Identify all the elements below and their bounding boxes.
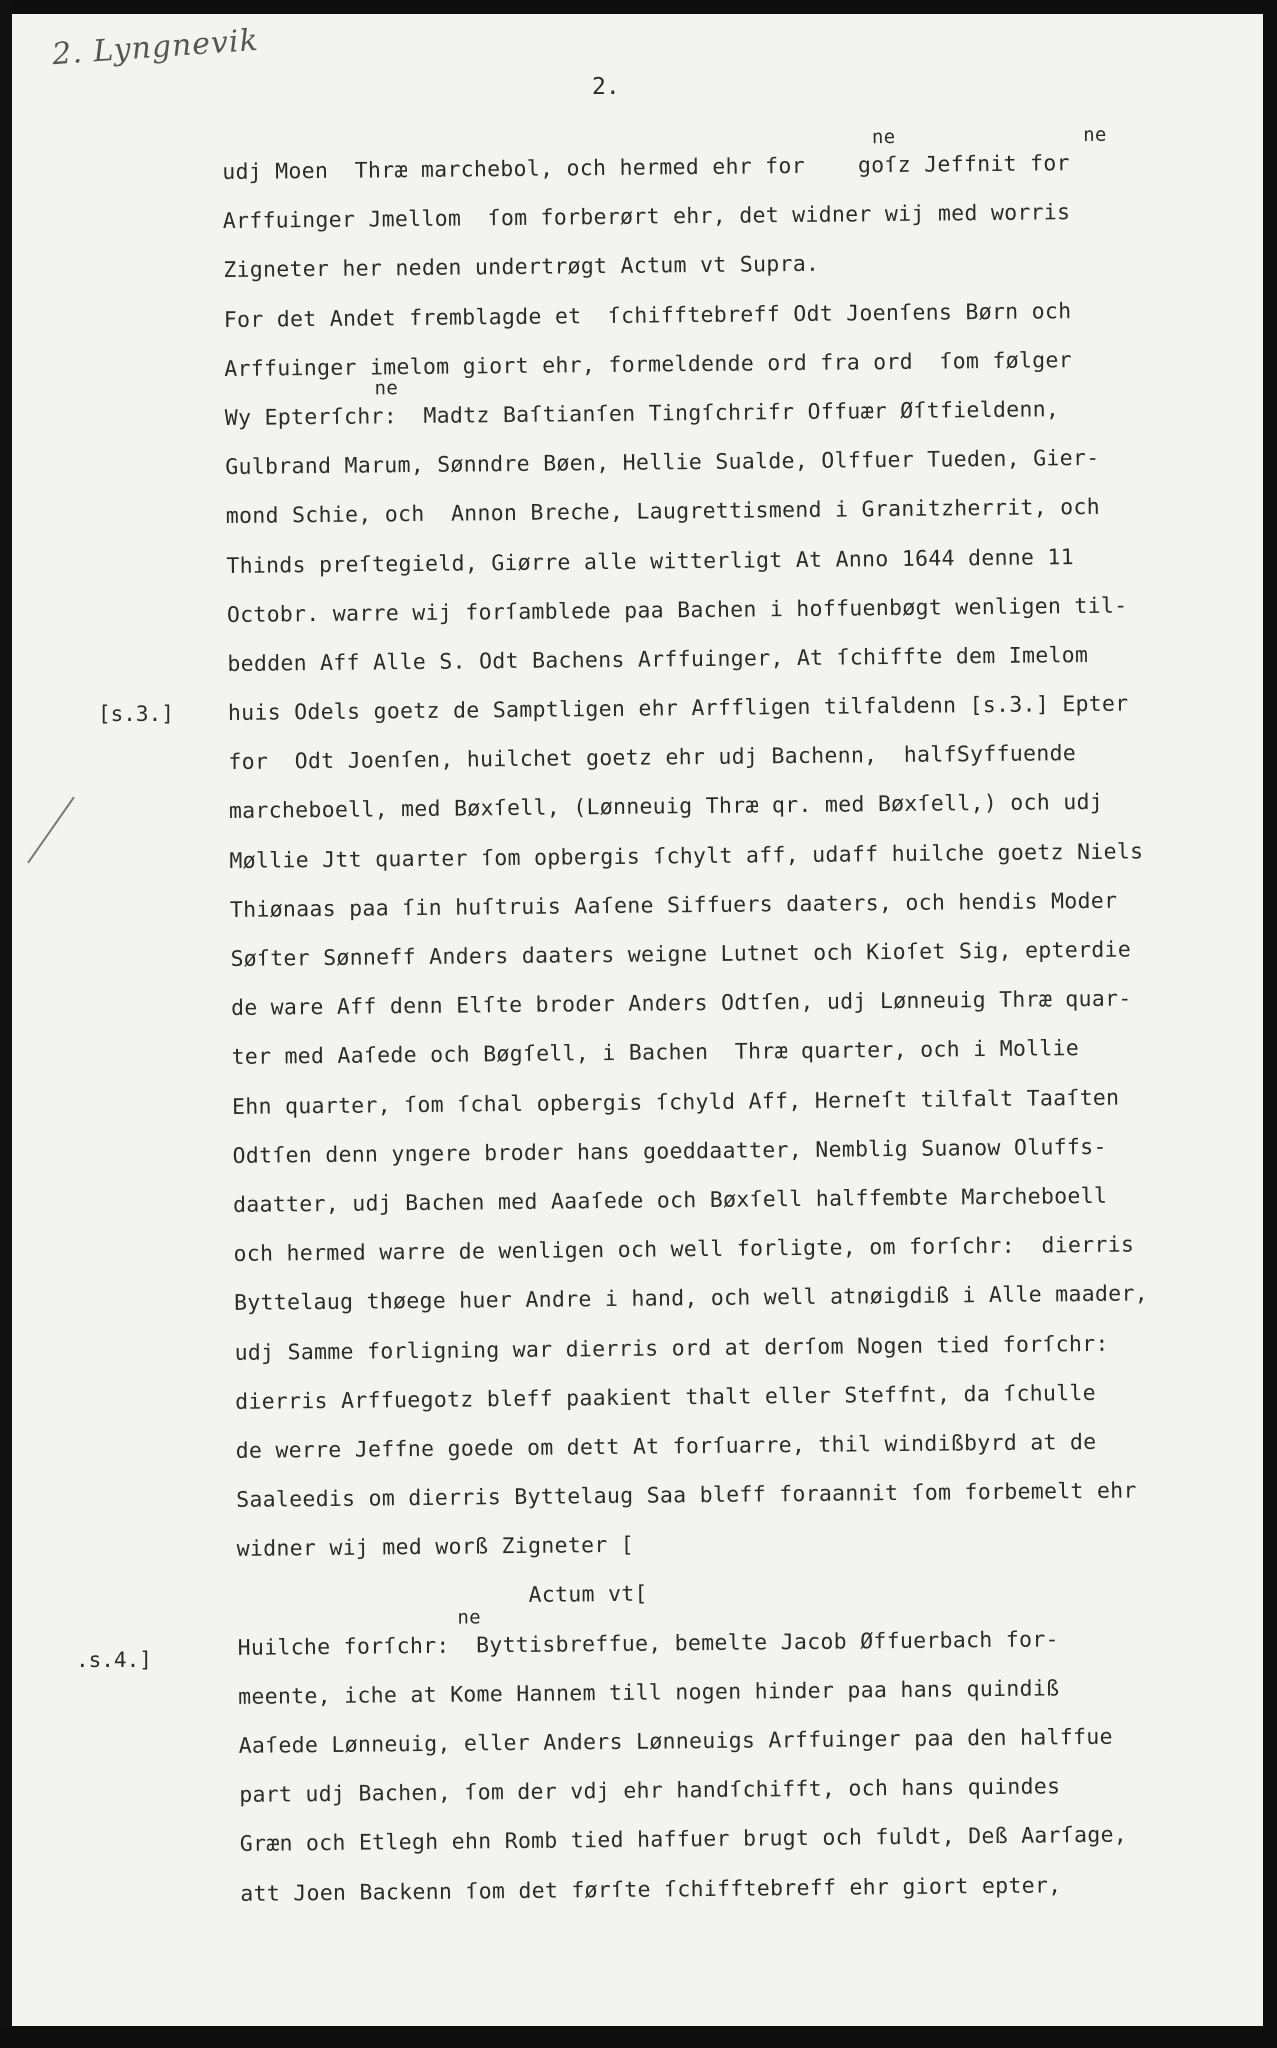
superscript-line: ne ne [871, 123, 1107, 149]
text-line-30: Actum vt[ [237, 1582, 648, 1612]
text-line-7: Gulbrand Marum, Sønndre Bøen, Hellie Sualde, Olffuer Tueden, Gier- [225, 445, 1100, 481]
margin-note-s4: .s.4.] [76, 1648, 152, 1672]
text-line-19: ter med Aaſede och Bøgſell, i Bachen Thræ quarter, och i Mollie [231, 1036, 1080, 1071]
text-line-34: part udj Bachen, ſom der vdj ehr handſchifft, och hans quindes [239, 1774, 1061, 1809]
text-line-28: Saaleedis om dierris Byttelaug Saa bleff foraannit ſom forbemelt ehr [236, 1478, 1137, 1513]
text-line-2: Arffuinger Jmellom ſom forberørt ehr, det widner wij med worris [222, 200, 1071, 235]
text-line-35: Græn och Etlegh ehn Romb tied haffuer brugt och fuldt, Deß Aarſage, [239, 1822, 1128, 1858]
text-line-4: For det Andet fremblagde et ſchifftebreff Odt Joenſens Børn och [223, 298, 1072, 333]
text-line-29: widner wij med worß Zigneter [ [236, 1533, 635, 1563]
text-line-8: mond Schie, och Annon Breche, Laugrettismend i Granitzherrit, och [225, 495, 1101, 530]
text-line-6: Wy Epterſchr: Madtz Baſtianſen Tingſchrifr Offuær Øſtfieldenn, [224, 397, 1060, 431]
text-line-18: de ware Aff denn Elſte broder Anders Odtſen, udj Lønneuig Thræ quar- [230, 986, 1132, 1022]
text-line-22: daatter, udj Bachen med Aaaſede och Bøxſell halffembte Marcheboell [232, 1183, 1108, 1218]
text-line-25: udj Samme forligning war dierris ord at derſom Nogen tied forſchr: [234, 1331, 1109, 1366]
text-line-36: att Joen Backenn ſom det førſte ſchifftebreff ehr giort epter, [240, 1872, 1062, 1907]
text-line-26: dierris Arffuegotz bleff paakient thalt eller Steffnt, da ſchulle [235, 1380, 1097, 1415]
text-line-9: Thinds preſtegield, Giørre alle witterligt At Anno 1644 denne 11 [226, 544, 1075, 579]
handwritten-note: 2. Lyngnevik [51, 22, 260, 73]
scan-border-top [0, 0, 1277, 14]
text-line-20: Ehn quarter, ſom ſchal opbergis ſchyld Aff, Herneſt tilfalt Taaſten [231, 1085, 1120, 1120]
text-line-31: Huilche forſchr: Byttisbreffue, bemelte Jacob Øffuerbach for- [237, 1626, 1059, 1661]
text-line-27: de werre Jeffne goede om dett At forſuarre, thil windißbyrd at de [235, 1429, 1097, 1464]
text-line-3: Zigneter her neden undertrøgt Actum vt Supra. [223, 252, 820, 284]
text-line-13: for Odt Joenſen, huilchet goetz ehr udj Bachenn, halfSyffuende [228, 741, 1077, 776]
text-line-16: Thiønaas paa ſin huſtruis Aaſene Siffuers daaters, och hendis Moder [229, 888, 1118, 923]
scan-border-left [0, 0, 12, 2048]
text-line-24: Byttelaug thøege huer Andre i hand, och well atnøigdiß i Alle maader, [233, 1281, 1149, 1317]
text-line-15: Møllie Jtt quarter ſom opbergis ſchylt aff, udaff huilche goetz Niels [229, 839, 1144, 874]
text-line-10: Octobr. warre wij forſamblede paa Bachen i hoffuenbøgt wenligen til- [226, 593, 1128, 628]
typewritten-body [222, 123, 1250, 1918]
superscript-line: ne [457, 1605, 481, 1629]
text-line-1: udj Moen Thræ marchebol, och hermed ehr for goſz Jeffnit for [222, 151, 1070, 185]
page-number: 2. [592, 74, 620, 100]
margin-note-s3: [s.3.] [98, 702, 174, 726]
text-line-14: marcheboell, med Bøxſell, (Lønneuig Thræ qr. med Bøxſell,) och udj [228, 790, 1104, 825]
text-line-11: bedden Aff Alle S. Odt Bachens Arffuinger, At ſchiffte dem Imelom [227, 642, 1089, 677]
margin-pencil-mark [27, 797, 75, 864]
text-line-23: och hermed warre de wenligen och well forligte, om forſchr: dierris [233, 1232, 1135, 1268]
text-line-21: Odtſen denn yngere broder hans goeddaatter, Nemblig Suanow Oluffs- [232, 1134, 1107, 1169]
text-line-12: huis Odels goetz de Samptligen ehr Arffligen tilfaldenn [s.3.] Epter [227, 691, 1129, 727]
text-line-32: meente, iche at Kome Hannem till nogen hinder paa hans quindiß [238, 1676, 1060, 1710]
text-line-5: Arffuinger imelom giort ehr, formeldende ord fra ord ſom følger [224, 347, 1073, 382]
text-line-17: Søſter Sønneff Anders daaters weigne Lutnet och Kioſet Sig, epterdie [230, 937, 1132, 972]
text-line-33: Aaſede Lønneuig, eller Anders Lønneuigs Arffuinger paa den halffue [238, 1724, 1113, 1759]
scan-border-bottom [0, 2026, 1277, 2048]
superscript-line: ne [374, 377, 399, 400]
scan-border-right [1263, 0, 1277, 2048]
